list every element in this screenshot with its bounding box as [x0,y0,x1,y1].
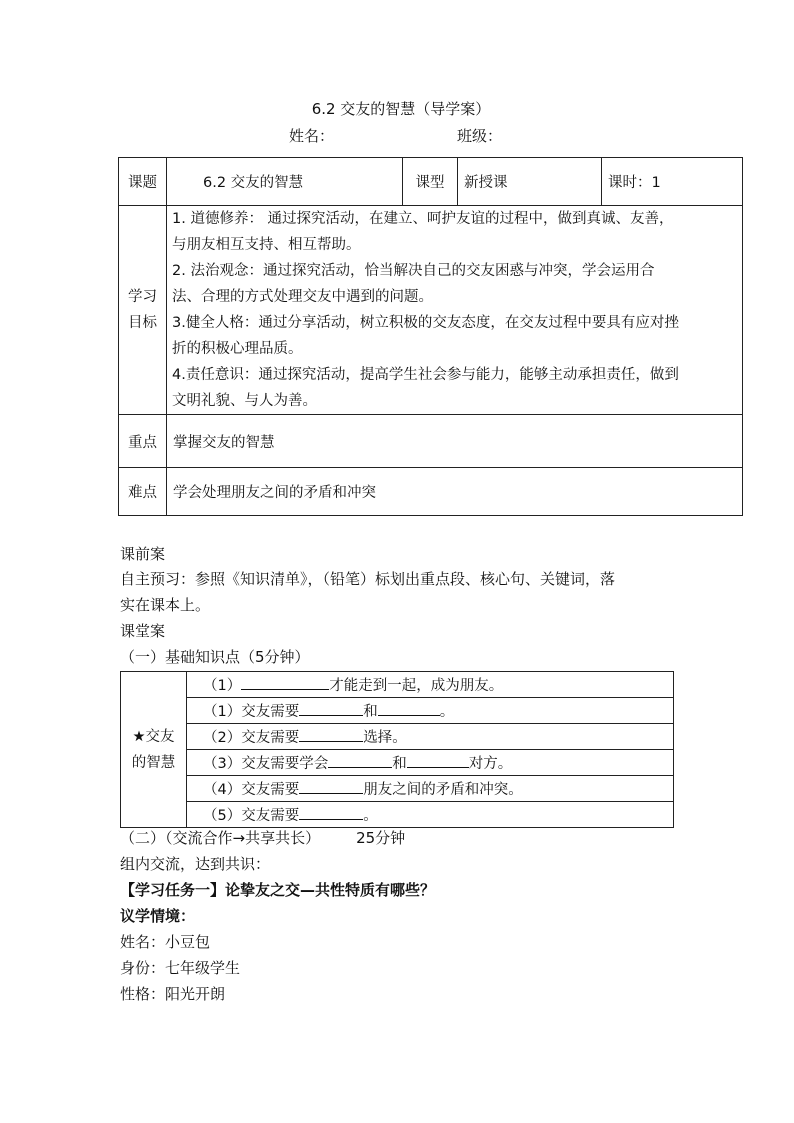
knowledge-item: （1）交友需要 和 。 [187,698,674,724]
topic-label: 课题 [119,158,167,206]
key-point-value: 掌握交友的智慧 [167,415,743,468]
goal-line: 折的积极心理品质。 [172,341,303,357]
profile-name: 姓名：小豆包 [120,933,211,951]
fill-blank[interactable] [407,753,469,768]
knowledge-row [121,776,674,802]
section-exchange-heading: （二）（交流合作→共享共长） 25分钟 [120,829,406,847]
knowledge-item: （4）交友需要 朋友之间的矛盾和冲突。 [187,776,674,802]
knowledge-side-label: ★交友 的智慧 [121,672,187,828]
fill-blank[interactable] [299,805,363,820]
lesson-info-table [118,157,743,516]
fill-blank[interactable] [299,779,363,794]
goals-label: 学习 目标 [119,206,167,415]
goals-content [167,206,743,415]
page-title: 6.2 交友的智慧（导学案） [311,100,491,118]
knowledge-table [120,671,674,828]
group-discussion-line: 组内交流，达到共识： [120,855,271,873]
goals-row [119,206,743,415]
difficulty-label: 难点 [119,468,167,516]
key-point-row [119,415,743,468]
fill-blank[interactable] [328,753,392,768]
section-basic-knowledge: （一）基础知识点（5分钟） [120,648,310,666]
key-point-label: 重点 [119,415,167,468]
hours-value: 课时：1 [602,158,743,206]
knowledge-row [121,802,674,828]
knowledge-item: （3）交友需要学会 和 对方。 [187,750,674,776]
scenario-heading: 议学情境： [120,907,196,925]
goal-line: 法、合理的方式处理交友中遇到的问题。 [172,289,433,305]
class-label: 班级： [457,127,503,145]
preview-instruction-cont: 实在课本上。 [120,596,211,614]
difficulty-row [119,468,743,516]
preview-instruction: 自主预习：参照《知识清单》，（铅笔）标划出重点段、核心句、关键词，落 [120,570,616,588]
fill-blank[interactable] [299,727,363,742]
difficulty-value: 学会处理朋友之间的矛盾和冲突 [167,468,743,516]
topic-row [119,158,743,206]
pre-class-heading: 课前案 [120,545,166,563]
learning-task-heading: 【学习任务一】论挚友之交—共性特质有哪些？ [120,881,436,899]
goal-line: 文明礼貌、与人为善。 [172,393,317,409]
in-class-heading: 课堂案 [120,622,166,640]
type-value: 新授课 [458,158,602,206]
section-time: 25分钟 [356,829,406,847]
goal-line: 与朋友相互支持、相互帮助。 [172,237,361,253]
knowledge-item: （1） 才能走到一起，成为朋友。 [187,672,674,698]
goal-line: 2. 法治观念：通过探究活动，恰当解决自己的交友困惑与冲突，学会运用合 [172,263,655,279]
goal-line: 4.责任意识：通过探究活动，提高学生社会参与能力，能够主动承担责任，做到 [172,367,679,383]
goal-line: 1. 道德修养： 通过探究活动，在建立、呵护友谊的过程中，做到真诚、友善， [172,211,674,227]
knowledge-item: （2）交友需要 选择。 [187,724,674,750]
profile-personality: 性格：阳光开朗 [120,985,226,1003]
fill-blank[interactable] [378,701,440,716]
goal-line: 3.健全人格：通过分享活动，树立积极的交友态度，在交友过程中要具有应对挫 [172,315,679,331]
fill-blank[interactable] [299,701,363,716]
knowledge-row [121,750,674,776]
profile-identity: 身份：七年级学生 [120,959,241,977]
knowledge-row [121,672,674,698]
name-label: 姓名： [289,127,335,145]
knowledge-row [121,698,674,724]
topic-value: 6.2 交友的智慧 [167,158,403,206]
knowledge-row [121,724,674,750]
fill-blank[interactable] [241,675,329,690]
type-label: 课型 [403,158,458,206]
knowledge-item: （5）交友需要 。 [187,802,674,828]
